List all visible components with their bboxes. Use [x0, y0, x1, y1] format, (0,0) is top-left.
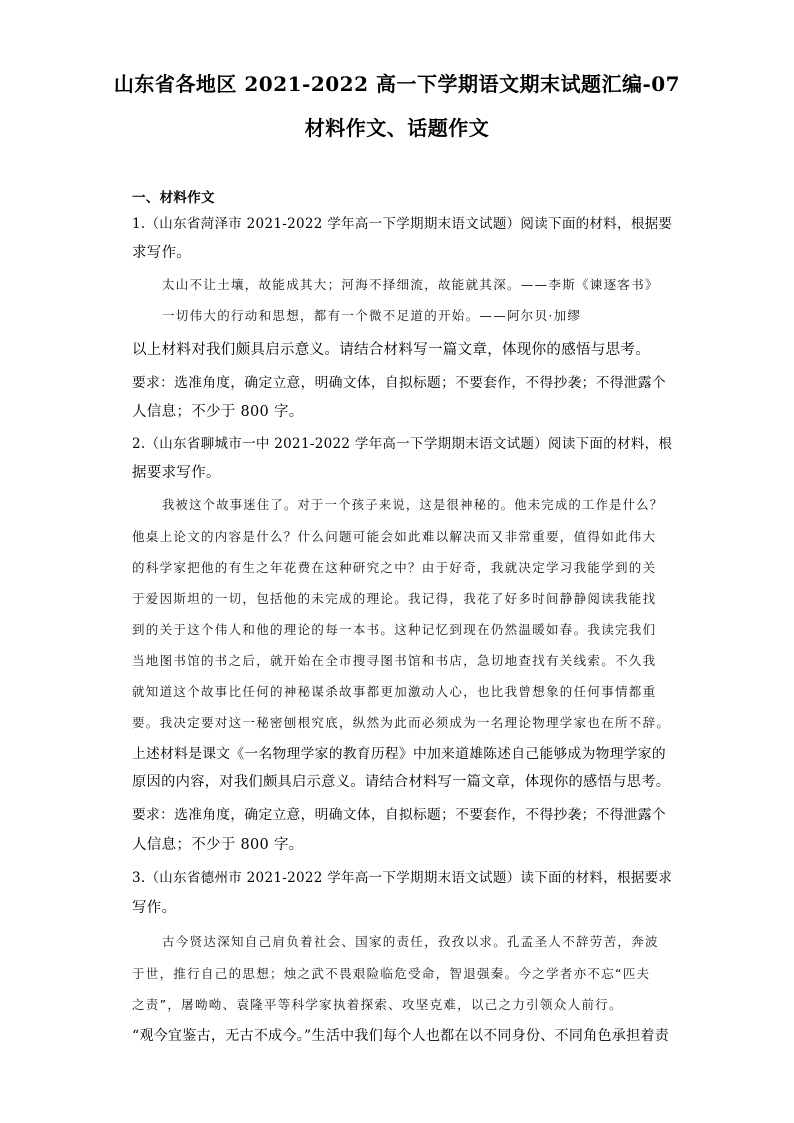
q3-tail-line: “观今宜鉴古，无古不成今。”生活中我们每个人也都在以不同身份、不同角色承担着责 — [132, 1028, 670, 1044]
q3-prompt-line2: 写作。 — [132, 900, 177, 916]
q2-material-line: 就知道这个故事比任何的神秘谋杀故事都更加激动人心，也比我曾想象的任何事情都重 — [132, 684, 657, 699]
document-title-line2: 材料作文、话题作文 — [304, 116, 490, 140]
q2-material-line: 到的关于这个伟人和他的理论的每一本书。这种记忆到现在仍然温暖如春。我读完我们 — [132, 622, 657, 637]
q1-prompt-line1: 1.（山东省菏泽市 2021-2022 学年高一下学期期末语文试题）阅读下面的材料，根据要 — [132, 216, 673, 232]
q1-task: 以上材料对我们颇具启示意义。请结合材料写一篇文章，体现你的感悟与思考。 — [132, 342, 650, 358]
q2-task-line1: 上述材料是课文《一名物理学家的教育历程》中加来道雄陈述自己能够成为物理学家的 — [132, 746, 666, 762]
q1-requirements-line1: 要求：选准角度，确定立意，明确文体，自拟标题；不要套作，不得抄袭；不得泄露个 — [132, 375, 666, 391]
q2-task-line2: 原因的内容，对我们颇具启示意义。请结合材料写一篇文章，体现你的感悟与思考。 — [132, 774, 671, 790]
q3-material-line: 于世，推行自己的思想；烛之武不畏艰险临危受命，智退强秦。今之学者亦不忘“匹夫 — [132, 966, 651, 981]
q3-material-line: 之责”，屠呦呦、袁隆平等科学家执着探索、攻坚克难，以己之力引领众人前行。 — [132, 997, 623, 1012]
q2-material-line: 要。我决定要对这一秘密刨根究底，纵然为此而必须成为一名理论物理学家也在所不辞。 — [132, 715, 671, 730]
q1-prompt-line2: 求写作。 — [132, 245, 192, 261]
q3-prompt-line1: 3.（山东省德州市 2021-2022 学年高一下学期期末语文试题）读下面的材料，根据要求 — [132, 870, 673, 886]
q2-requirements-line1: 要求：选准角度，确定立意，明确文体，自拟标题；不要套作，不得抄袭；不得泄露个 — [132, 807, 666, 823]
q2-material-line: 的科学家把他的有生之年花费在这种研究之中？由于好奇，我就决定学习我能学到的关 — [132, 560, 657, 575]
q2-material-line: 我被这个故事迷住了。对于一个孩子来说，这是很神秘的。他未完成的工作是什么？ — [162, 498, 664, 512]
q2-material-line: 他桌上论文的内容是什么？什么问题可能会如此难以解决而又非常重要，值得如此伟大 — [132, 529, 657, 544]
q2-material-line: 于爱因斯坦的一切，包括他的未完成的理论。我记得，我花了好多时间静静阅读我能找 — [132, 591, 657, 606]
q2-prompt-line1: 2.（山东省聊城市一中 2021-2022 学年高一下学期期末语文试题）阅读下面的材料，根 — [132, 436, 673, 452]
q1-quote1: 太山不让土壤，故能成其大；河海不择细流，故能就其深。——李斯《谏逐客书》 — [162, 277, 659, 292]
document-title-line1: 山东省各地区 2021-2022 高一下学期语文期末试题汇编-07 — [113, 72, 681, 96]
q1-requirements-line2: 人信息；不少于 800 字。 — [132, 404, 304, 420]
section-heading: 一、材料作文 — [132, 190, 215, 206]
q1-quote2: 一切伟大的行动和思想，都有一个微不足道的开始。——阿尔贝·加缪 — [162, 308, 582, 323]
q3-material-line: 古今贤达深知自己肩负着社会、国家的责任，孜孜以求。孔孟圣人不辞劳苦，奔波 — [162, 934, 659, 949]
q2-material-line: 当地图书馆的书之后，就开始在全市搜寻图书馆和书店，急切地查找有关线索。不久我 — [132, 653, 657, 668]
q2-prompt-line2: 据要求写作。 — [132, 465, 221, 481]
q2-requirements-line2: 人信息；不少于 800 字。 — [132, 837, 304, 853]
